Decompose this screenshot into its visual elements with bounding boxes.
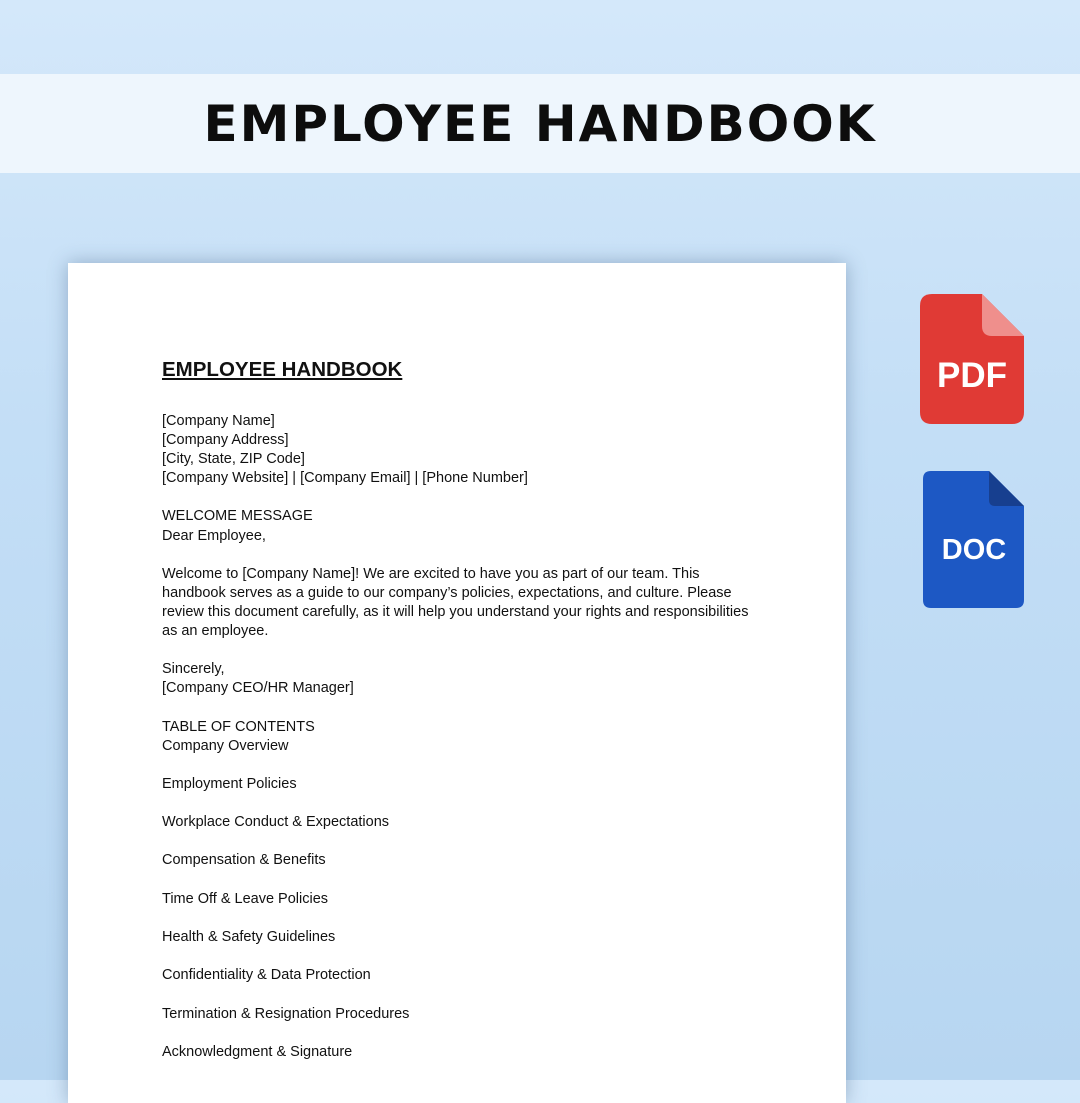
- toc-item: Time Off & Leave Policies: [162, 890, 329, 907]
- pdf-label: PDF: [937, 356, 1007, 395]
- toc-item: Company Overview: [162, 737, 289, 754]
- document-page-preview: [68, 263, 846, 1103]
- toc-item: Workplace Conduct & Expectations: [162, 814, 390, 831]
- welcome-paragraph: [162, 565, 762, 641]
- welcome-title: WELCOME MESSAGE: [162, 508, 313, 525]
- greeting: Dear Employee,: [162, 527, 266, 544]
- company-address-line: [Company Address]: [162, 432, 289, 449]
- toc-item: Compensation & Benefits: [162, 852, 326, 869]
- toc-item: Acknowledgment & Signature: [162, 1043, 353, 1060]
- welcome-line: review this document carefully, as it will help you understand your rights and responsibilities: [162, 603, 749, 620]
- company-name-line: [Company Name]: [162, 413, 275, 429]
- toc-item: Health & Safety Guidelines: [162, 929, 336, 945]
- pdf-file-icon: [920, 294, 1024, 424]
- title-banner: [0, 74, 1080, 173]
- toc-title: TABLE OF CONTENTS: [162, 718, 315, 735]
- doc-file-icon: [923, 471, 1024, 608]
- toc-item: Confidentiality & Data Protection: [162, 967, 371, 984]
- welcome-line: as an employee.: [162, 623, 269, 640]
- doc-label: DOC: [941, 534, 1007, 566]
- company-info: [162, 412, 762, 488]
- pdf-file-fold: [982, 294, 1024, 336]
- welcome-line: Welcome to [Company Name]! We are excited to have you as part of our team. This: [162, 565, 700, 582]
- company-city-line: [City, State, ZIP Code]: [162, 451, 305, 468]
- document-content: [162, 357, 762, 1081]
- closing: Sincerely,: [162, 661, 225, 678]
- toc-item: Termination & Resignation Procedures: [162, 1005, 410, 1022]
- signer: [Company CEO/HR Manager]: [162, 680, 354, 697]
- table-of-contents: [162, 737, 762, 1062]
- document-heading: EMPLOYEE HANDBOOK: [162, 358, 403, 381]
- company-contact-line: [Company Website] | [Company Email] | [Phone Number]: [162, 470, 528, 487]
- welcome-line: handbook serves as a guide to our company’s policies, expectations, and culture. Please: [162, 584, 732, 601]
- toc-item: Employment Policies: [162, 775, 297, 792]
- banner-title: EMPLOYEE HANDBOOK: [203, 94, 877, 153]
- doc-file-fold: [989, 471, 1024, 506]
